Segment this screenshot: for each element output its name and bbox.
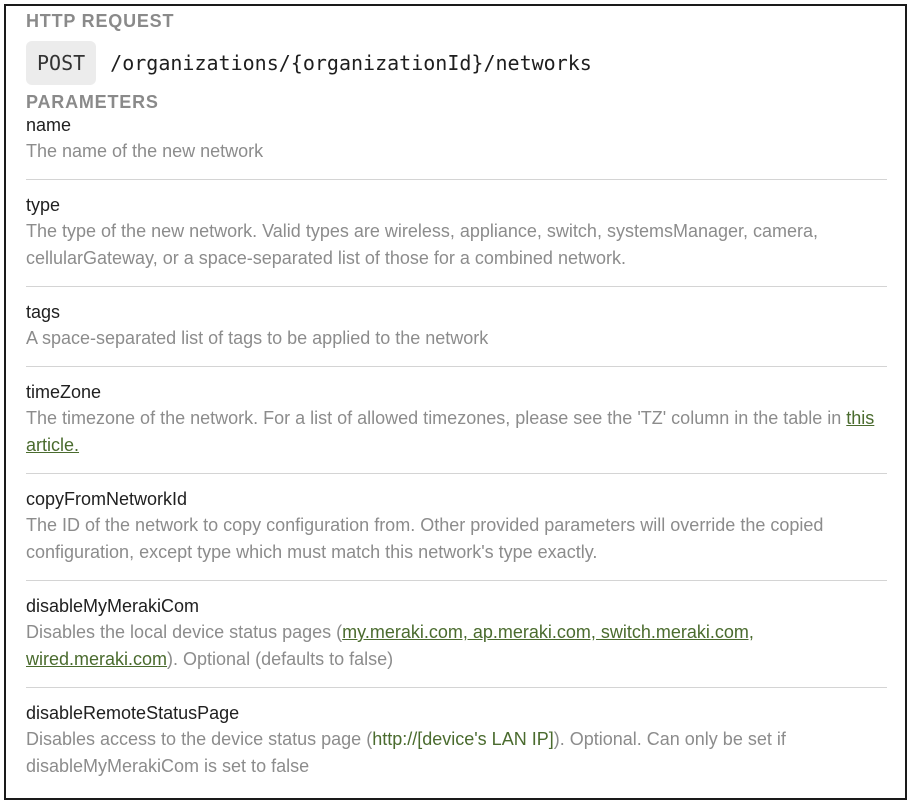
endpoint-row — [26, 41, 887, 85]
param-disable-my-meraki-com — [26, 594, 887, 673]
param-tags-label: tags — [26, 302, 61, 322]
param-disable-remote-status-page-description — [26, 726, 887, 780]
param-copy-from-network-id-description: The ID of the network to copy configuration from. Other provided parameters will override the copied configuration, except type which must match this network's type exactly. — [26, 515, 824, 562]
api-doc-panel — [4, 4, 907, 800]
param-divider — [26, 286, 887, 287]
param-timezone-label: timeZone — [26, 382, 102, 402]
param-disable-remote-status-page-label: disableRemoteStatusPage — [26, 703, 240, 723]
http-request-heading: HTTP REQUEST — [26, 11, 175, 31]
param-name-description: The name of the new network — [26, 141, 264, 161]
api-doc-content — [6, 6, 905, 780]
param-disable-remote-status-page-text-post: ). Optional. Can only be set if disableMyMerakiCom is set to false — [26, 729, 786, 776]
endpoint-path: /organizations/{organizationId}/networks — [110, 51, 592, 75]
param-copy-from-network-id — [26, 487, 887, 566]
param-tags-description: A space-separated list of tags to be applied to the network — [26, 328, 489, 348]
param-disable-my-meraki-com-text-pre: Disables the local device status pages ( — [26, 622, 343, 642]
param-type — [26, 193, 887, 272]
param-type-label: type — [26, 195, 61, 215]
param-disable-my-meraki-com-text-post: ). Optional (defaults to false) — [167, 649, 394, 669]
param-copy-from-network-id-label: copyFromNetworkId — [26, 489, 188, 509]
param-timezone-description — [26, 405, 887, 459]
param-divider — [26, 580, 887, 581]
param-divider — [26, 366, 887, 367]
param-divider — [26, 179, 887, 180]
param-tags — [26, 300, 887, 352]
param-name-label: name — [26, 115, 72, 135]
param-divider — [26, 473, 887, 474]
param-timezone-description-text: The timezone of the network. For a list of allowed timezones, please see the 'TZ' column in the table in — [26, 408, 847, 428]
param-name — [26, 113, 887, 165]
parameters-heading: PARAMETERS — [26, 92, 159, 112]
param-disable-remote-status-page-text-pre: Disables access to the device status page ( — [26, 729, 373, 749]
device-lan-ip-link[interactable]: http://[device's LAN IP] — [372, 729, 554, 749]
param-disable-remote-status-page — [26, 701, 887, 780]
param-timezone — [26, 380, 887, 459]
timezone-article-link[interactable]: this article. — [26, 408, 875, 455]
http-method-badge: POST — [26, 41, 96, 85]
param-disable-my-meraki-com-label: disableMyMerakiCom — [26, 596, 200, 616]
param-divider — [26, 687, 887, 688]
param-type-description: The type of the new network. Valid types are wireless, appliance, switch, systemsManager, camera, cellularGateway, or a space-separated list of those for a combined network. — [26, 221, 819, 268]
param-disable-my-meraki-com-description — [26, 619, 887, 673]
meraki-status-pages-link[interactable]: my.meraki.com, ap.meraki.com, switch.meraki.com, wired.meraki.com — [26, 622, 754, 669]
